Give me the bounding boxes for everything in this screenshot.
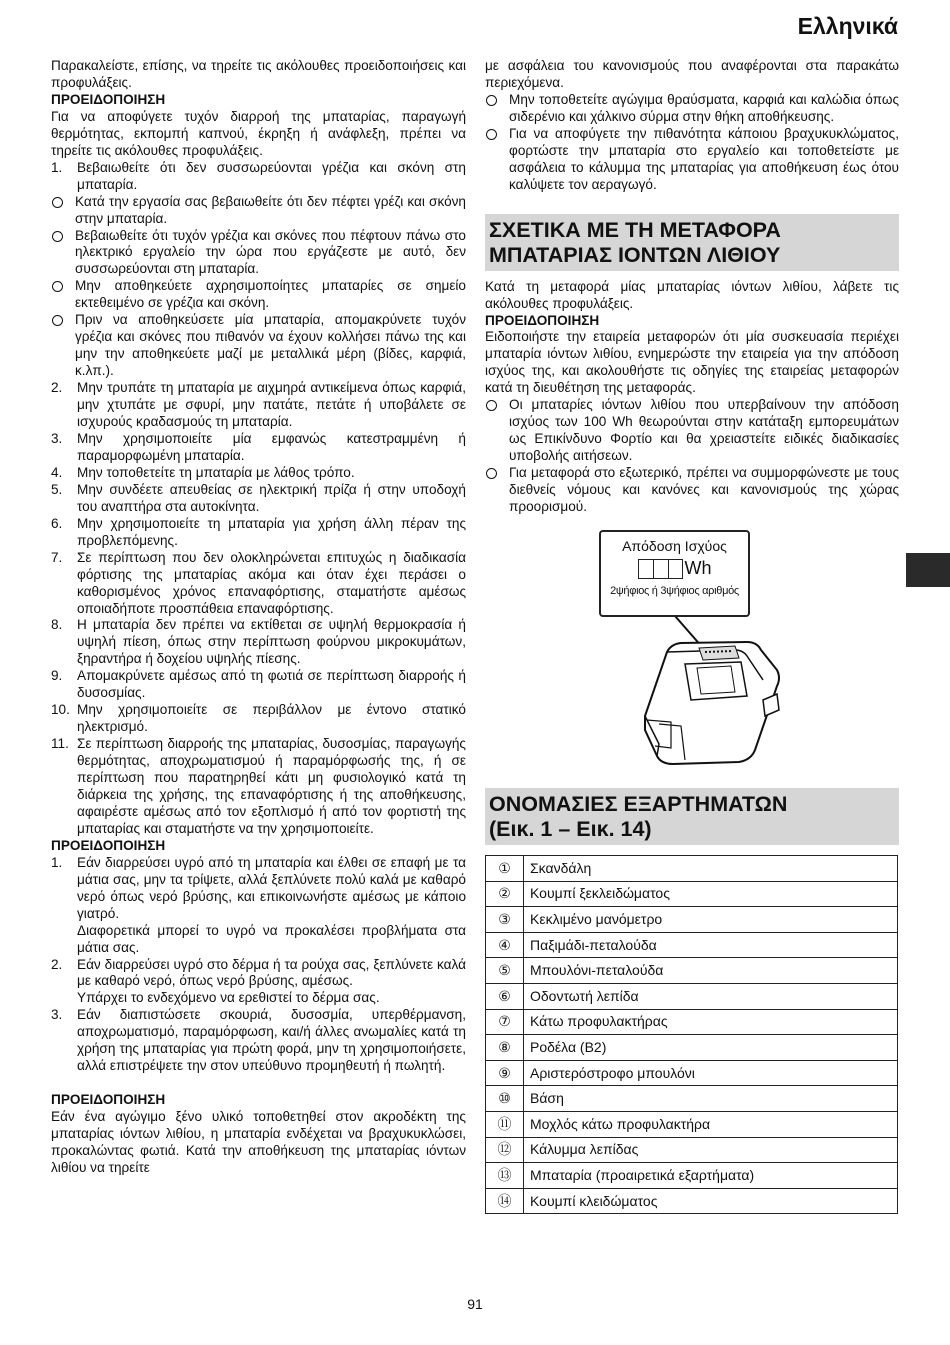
list-item: [51, 736, 466, 838]
part-name: Αριστερόστροφο μπουλόνι: [524, 1060, 898, 1086]
part-name: Βάση: [524, 1086, 898, 1112]
parts-heading-line: ΟΝΟΜΑΣΙΕΣ ΕΞΑΡΤΗΜΑΤΩΝ: [489, 791, 788, 816]
table-row: [486, 907, 898, 933]
table-row: [486, 1035, 898, 1061]
list-item: [51, 431, 466, 465]
part-number: ⑩: [498, 1090, 511, 1107]
wh-digit-boxes: [601, 559, 748, 579]
list-item: [51, 855, 466, 923]
item-number: 2.: [51, 380, 63, 396]
item-number: 1.: [51, 159, 63, 175]
item-text: Για να αποφύγετε την πιθανότητα κάποιου βραχυκυκλώματος, φορτώστε την μπαταρία στο εργαλείο και τοποθετείστε με ασφάλεια το κάλυμμα της μπαταρίας για αποθήκευση έως ότου καλύψετε τον αεραγωγό.: [509, 125, 899, 192]
bullet-icon: [485, 126, 509, 194]
list-item: [51, 1007, 466, 1075]
part-number-cell: [486, 881, 524, 907]
warning-label: ΠΡΟΕΙΔΟΠΟΙΗΣΗ: [51, 837, 166, 853]
part-number: ⑨: [498, 1064, 511, 1081]
item-text: Σε περίπτωση που δεν ολοκληρώνεται επιτυχώς η διαδικασία φόρτισης της μπαταρίας ακόμα και όταν έχει περάσει ο καθορισμένος χρόνος επαναφόρτισης, σταματήστε αμέσως οποιαδήποτε προσπάθεια επαναφόρτισης.: [77, 549, 466, 616]
bullet-icon: [485, 465, 509, 516]
item-number: 8.: [51, 617, 63, 633]
part-name: Ροδέλα (B2): [524, 1035, 898, 1061]
part-number: ⑫: [497, 1141, 512, 1158]
list-item: [485, 465, 899, 516]
list-item: [485, 397, 899, 465]
parts-heading-line: (Εικ. 1 – Εικ. 14): [489, 816, 652, 841]
part-number-cell: [486, 983, 524, 1009]
part-name: Σκανδάλη: [524, 855, 898, 881]
item-text: Εάν διαρρεύσει υγρό από τη μπαταρία και έλθει σε επαφή με τα μάτια σας, μην τα τρίψετε, αλλά ξεπλύνετε πολύ καλά με καθαρό νερό όπως νερό βρύσης, και επικοινωνήστε αμέσως με κάποιο γιατρό.: [77, 854, 466, 921]
right-column: [485, 58, 899, 1214]
callout-unit: Wh: [684, 558, 712, 579]
list-item: [485, 92, 899, 126]
item-number: 3.: [51, 430, 63, 446]
item-text: Μην χρησιμοποιείτε τη μπαταρία για χρήση άλλη πέραν της προβλεπόμενης.: [77, 515, 466, 548]
item-number: 3.: [51, 1007, 63, 1023]
part-number: ⑧: [498, 1038, 511, 1055]
bullet-icon: [51, 228, 75, 279]
list-item: [51, 617, 466, 668]
part-name: Μπουλόνι-πεταλούδα: [524, 958, 898, 984]
continued-paragraph: με ασφάλεια του κανονισμούς που αναφέρονται στα παρακάτω περιεχόμενα.: [485, 58, 899, 90]
part-number-cell: [486, 907, 524, 933]
item-text: Πριν να αποθηκεύσετε μία μπαταρία, απομακρύνετε τυχόν γρέζια και σκόνες που πιθανόν να έχουν κολλήσει πάνω της και μην την αποθηκεύετε μαζί με μεταλλικά μέρη (βίδες, καρφιά, κ.λπ.).: [75, 312, 466, 379]
bullet-icon: [485, 92, 509, 126]
part-name: Παξιμάδι-πεταλούδα: [524, 932, 898, 958]
item-continuation: Υπάρχει το ενδεχόμενο να ερεθιστεί το δέρμα σας.: [77, 990, 380, 1006]
page-language-title: Ελληνικά: [797, 13, 898, 39]
table-row: [486, 1086, 898, 1112]
bullet-icon: [51, 194, 75, 228]
item-number: 5.: [51, 481, 63, 497]
callout-note: 2ψήφιος ή 3ψήφιος αριθμός: [610, 584, 739, 597]
item-text: Η μπαταρία δεν πρέπει να εκτίθεται σε υψηλή θερμοκρασία ή υψηλή πίεση, όπως στην περίπτωση φούρνου μικροκυμάτων, ξηραντήρα ή δοχείου υψηλής πίεσης.: [77, 617, 466, 667]
item-text: Μην χρησιμοποιείτε μία εμφανώς κατεστραμμένη ή παραμορφωμένη μπαταρία.: [77, 430, 466, 463]
item-text: Μην τρυπάτε τη μπαταρία με αιχμηρά αντικείμενα όπως καρφιά, μην χτυπάτε με σφυρί, μην πατάτε, πετάτε ή υποβάλετε σε ισχυρούς κραδασμούς τη μπαταρία.: [77, 380, 466, 430]
item-number: 9.: [51, 668, 63, 684]
part-number-cell: [486, 1163, 524, 1189]
part-number-cell: [486, 1009, 524, 1035]
item-text: Βεβαιωθείτε ότι τυχόν γρέζια και σκόνες που πέφτουν πάνω στο ηλεκτρικό εργαλείο την ώρα που εργάζεστε με αυτό, δεν συσσωρεύονται στη μπαταρία.: [75, 227, 466, 277]
part-name: Κεκλιμένο μανόμετρο: [524, 907, 898, 933]
table-row: [486, 1188, 898, 1214]
part-name: Κάτω προφυλακτήρας: [524, 1009, 898, 1035]
section-heading-transport: ΣΧΕΤΙΚΑ ΜΕ ΤΗ ΜΕΤΑΦΟΡΑ ΜΠΑΤΑΡΙΑΣ ΙΟΝΤΩΝ ΛΙΘΙΟΥ: [485, 214, 899, 271]
item-text: Μην τοποθετείτε τη μπαταρία με λάθος τρόπο.: [77, 464, 355, 480]
item-text: Εάν διαρρεύσει υγρό στο δέρμα ή τα ρούχα σας, ξεπλύνετε καλά με καθαρό νερό, όπως νερό βρύσης, αμέσως.: [77, 956, 466, 989]
part-name: Κάλυμμα λεπίδας: [524, 1137, 898, 1163]
warning-text: Για να αποφύγετε τυχόν διαρροή της μπαταρίας, παραγωγή θερμότητας, εκπομπή καπνού, έκρηξη ή ανάφλεξη, πρέπει να τηρείτε τις ακόλουθες προφυλάξεις.: [51, 108, 466, 158]
part-number: ⑭: [497, 1192, 512, 1209]
item-text: Κατά την εργασία σας βεβαιωθείτε ότι δεν πέφτει γρέζι και σκόνη στην μπαταρία.: [75, 193, 466, 226]
part-name: Κουμπί ξεκλειδώματος: [524, 881, 898, 907]
item-text: Μην τοποθετείτε αγώγιμα θραύσματα, καρφιά και καλώδια όπως σιδερένιο και χάλκινο σύρμα στην θήκη αποθήκευσης.: [509, 91, 899, 124]
table-row: [486, 1111, 898, 1137]
part-number: ②: [498, 885, 511, 902]
list-item: [51, 312, 466, 380]
battery-figure: [485, 524, 899, 784]
item-continuation: Διαφορετικά μπορεί το υγρό να προκαλέσει προβλήματα στα μάτια σας.: [77, 922, 466, 955]
section-heading-parts: [485, 788, 899, 845]
part-number-cell: [486, 1035, 524, 1061]
part-number: ⑪: [497, 1115, 512, 1132]
list-item: [51, 668, 466, 702]
part-number: ③: [498, 910, 511, 927]
transport-intro: Κατά τη μεταφορά μίας μπαταρίας ιόντων λιθίου, λάβετε τις ακόλουθες προφυλάξεις.: [485, 278, 899, 311]
warning-text: Εάν ένα αγώγιμο ξένο υλικό τοποθετηθεί στον ακροδέκτη της μπαταρίας ιόντων λιθίου, η μπαταρία ενδέχεται να βραχυκυκλώσει, προκαλώντας φωτιά. Κατά την αποθήκευση της μπαταρίας ιόντων λιθίου να τηρείτε: [51, 1109, 466, 1175]
part-number-cell: [486, 958, 524, 984]
list-item: [51, 550, 466, 618]
part-number-cell: [486, 855, 524, 881]
callout-title: Απόδοση Ισχύος: [622, 537, 727, 554]
table-row: [486, 1009, 898, 1035]
warning-label: ΠΡΟΕΙΔΟΠΟΙΗΣΗ: [51, 1092, 166, 1108]
part-name: Κουμπί κλειδώματος: [524, 1188, 898, 1214]
part-name: Οδοντωτή λεπίδα: [524, 983, 898, 1009]
part-number: ⑥: [498, 987, 511, 1004]
part-number-cell: [486, 1086, 524, 1112]
list-item: [51, 702, 466, 736]
item-number: 4.: [51, 464, 63, 480]
part-number: ⑦: [498, 1013, 511, 1030]
item-text: Οι μπαταρίες ιόντων λιθίου που υπερβαίνουν την απόδοση ισχύος των 100 Wh θεωρούνται στην κατάταξη εμπορευμάτων ως Επικίνδυνο Φορτίο και θα χρειαστείτε ειδικές διαδικασίες υποβολής αιτήσεων.: [509, 397, 899, 464]
part-number: ④: [498, 936, 511, 953]
table-row: [486, 1137, 898, 1163]
table-row: [486, 932, 898, 958]
bullet-icon: [51, 312, 75, 380]
part-number-cell: [486, 1111, 524, 1137]
warning-label: ΠΡΟΕΙΔΟΠΟΙΗΣΗ: [51, 91, 166, 107]
table-row: [486, 958, 898, 984]
power-rating-callout: [599, 530, 750, 617]
part-name: Μοχλός κάτω προφυλακτήρα: [524, 1111, 898, 1137]
item-text: Για μεταφορά στο εξωτερικό, πρέπει να συμμορφώνεστε με τους διεθνείς νόμους και κανόνες και κανονισμούς της χώρας προορισμού.: [509, 465, 899, 515]
bullet-icon: [51, 278, 75, 312]
item-text: Μην χρησιμοποιείτε σε περιβάλλον με έντονο στατικό ηλεκτρισμό.: [77, 702, 466, 735]
item-text: Μην αποθηκεύετε αχρησιμοποίητες μπαταρίες σε σημείο εκτεθειμένο σε γρέζια και σκόνη.: [75, 278, 466, 311]
warning-label: ΠΡΟΕΙΔΟΠΟΙΗΣΗ: [485, 312, 600, 328]
item-number: 7.: [51, 549, 63, 565]
part-number-cell: [486, 932, 524, 958]
page-number: 91: [467, 1296, 483, 1312]
item-number: 2.: [51, 956, 63, 972]
warning-text: Ειδοποιήστε την εταιρεία μεταφορών ότι μία συσκευασία περιέχει μπαταρία ιόντων λιθίου, ενημερώστε την εταιρεία για την απόδοση ισχύος της, και ακολουθήστε τις οδηγίες της εταιρείας μεταφορών κατά τη διευθέτηση της μεταφοράς.: [485, 329, 899, 396]
part-number-cell: [486, 1137, 524, 1163]
item-text: Μην συνδέετε απευθείας σε ηλεκτρική πρίζα ή στην υποδοχή του αναπτήρα στα αυτοκίνητα.: [77, 481, 466, 514]
list-item: [51, 380, 466, 431]
part-number-cell: [486, 1188, 524, 1214]
table-row: [486, 983, 898, 1009]
list-item: [51, 160, 466, 194]
list-item: [51, 482, 466, 516]
table-row: [486, 1163, 898, 1189]
list-item: [51, 228, 466, 279]
left-column: [51, 58, 466, 1177]
item-number: 10.: [51, 702, 70, 718]
item-text: Απομακρύνετε αμέσως από τη φωτιά σε περίπτωση διαρροής ή δυσοσμίας.: [77, 668, 466, 701]
item-number: 11.: [51, 736, 69, 752]
part-number: ①: [498, 859, 511, 876]
list-item: [51, 465, 466, 482]
parts-table: [485, 855, 898, 1214]
list-item: [51, 957, 466, 991]
section-thumb-tab: [906, 553, 950, 587]
list-item: [51, 516, 466, 550]
item-number: 1.: [51, 854, 63, 870]
table-row: [486, 881, 898, 907]
bullet-icon: [485, 397, 509, 465]
part-name: Μπαταρία (προαιρετικά εξαρτήματα): [524, 1163, 898, 1189]
item-text: Εάν διαπιστώσετε σκουριά, δυσοσμία, υπερθέρμανση, αποχρωματισμό, παραμόρφωση, και/ή άλλες ανωμαλίες κατά τη χρήση της μπαταρίας για πρώτη φορά, μην τη χρησιμοποιήσετε, αλλά επιστρέψετε την στον υπεύθυνο προμηθευτή ή πωλητή.: [77, 1007, 466, 1074]
item-text: Σε περίπτωση διαρροής της μπαταρίας, δυσοσμίας, παραγωγής θερμότητας, αποχρωματισμού ή παραμόρφωσής της, ή σε περίπτωση που παρατηρηθεί κάτι μη φυσιολογικό κατά τη διάρκεια της χρήσης, της επαναφόρτισης ή της αποθήκευσης, αφαιρέστε αμέσως από τον εξοπλισμό ή από τον φορτιστή της μπαταρίας και σταματήστε να την χρησιμοποιείτε.: [77, 736, 466, 836]
list-item: [51, 194, 466, 228]
list-item: [485, 126, 899, 194]
part-number: ⑬: [497, 1166, 512, 1183]
table-row: [486, 1060, 898, 1086]
item-number: 6.: [51, 515, 63, 531]
table-row: [486, 855, 898, 881]
intro-paragraph: Παρακαλείστε, επίσης, να τηρείτε τις ακόλουθες προειδοποιήσεις και προφυλάξεις.: [51, 58, 466, 90]
list-item: [51, 278, 466, 312]
part-number: ⑤: [498, 962, 511, 979]
item-text: Βεβαιωθείτε ότι δεν συσσωρεύονται γρέζια και σκόνη στη μπαταρία.: [77, 159, 466, 192]
part-number-cell: [486, 1060, 524, 1086]
